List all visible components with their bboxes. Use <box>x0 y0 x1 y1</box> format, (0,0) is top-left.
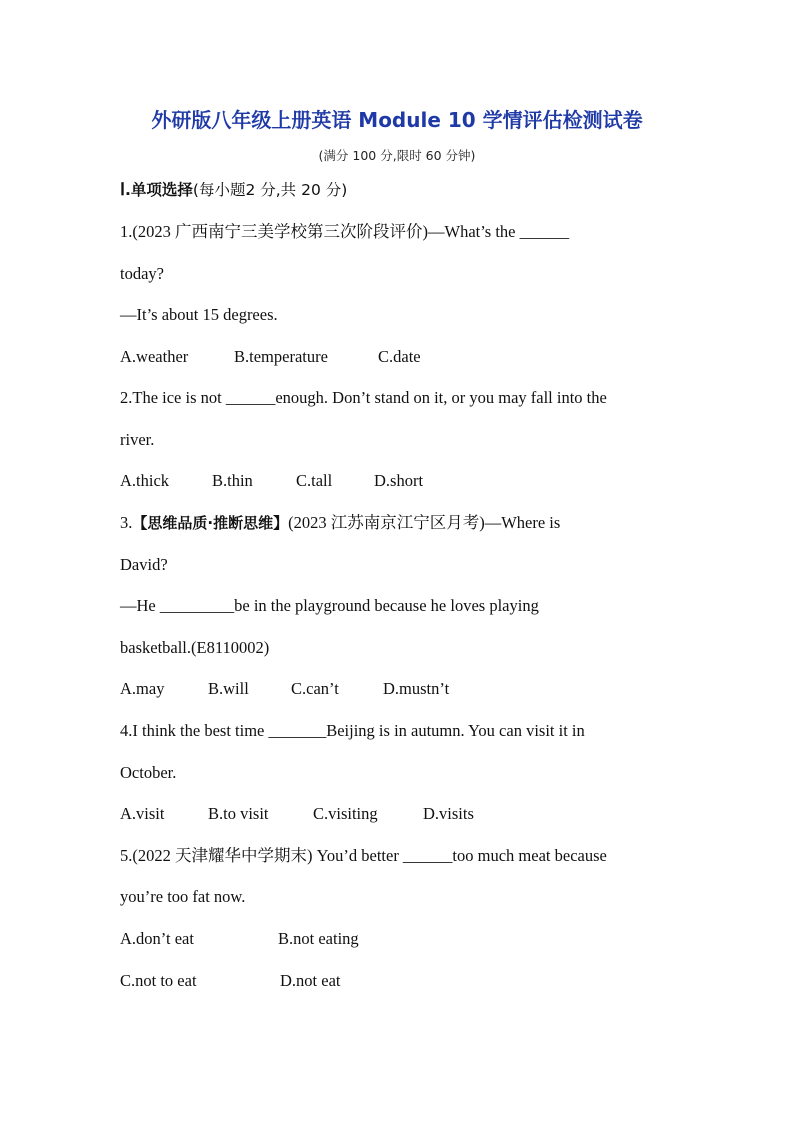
question-2-options <box>120 470 674 492</box>
question-4-line-2: October. <box>120 763 177 782</box>
question-4-line-1: 4.I think the best time _______Beijing is in autumn. You can visit it in <box>120 721 585 740</box>
question-4-options <box>120 803 674 825</box>
option-a[interactable]: A.thick <box>120 471 170 490</box>
question-5-options-row-2 <box>120 970 674 992</box>
section-title: .单项选择 <box>125 181 193 199</box>
option-a[interactable]: A.visit <box>120 804 165 823</box>
question-2-line-2: river. <box>120 430 155 449</box>
question-1-line-2: today? <box>120 264 164 283</box>
option-d[interactable]: D.visits <box>423 804 474 823</box>
question-3-line-4: basketball.(E8110002) <box>120 638 270 657</box>
question-1-line-3: —It’s about 15 degrees. <box>120 305 278 324</box>
question-5-options-row-1 <box>120 928 674 950</box>
question-3-line-1 <box>120 512 674 534</box>
option-b[interactable]: B.temperature <box>234 347 328 366</box>
option-c[interactable]: C.not to eat <box>120 971 197 990</box>
option-d[interactable]: D.mustn’t <box>383 679 450 698</box>
option-b[interactable]: B.thin <box>212 471 253 490</box>
section-numeral: Ⅰ <box>120 180 126 199</box>
option-d[interactable]: D.not eat <box>280 971 341 990</box>
page-subtitle: (满分 100 分,限时 60 分钟) <box>318 148 476 163</box>
option-d[interactable]: D.short <box>374 471 424 490</box>
option-c[interactable]: C.visiting <box>313 804 378 823</box>
page-title: 外研版八年级上册英语 Module 10 学情评估检测试卷 <box>151 108 643 132</box>
option-c[interactable]: C.tall <box>296 471 333 490</box>
question-3-tag: 【思维品质·推断思维】 <box>132 514 289 532</box>
question-3-source: (2023 江苏南京江宁区月考)—Where is <box>288 513 561 532</box>
option-b[interactable]: B.will <box>208 679 249 698</box>
option-a[interactable]: A.weather <box>120 347 189 366</box>
question-5-line-1: 5.(2022 天津耀华中学期末) You’d better ______too much meat because <box>120 846 607 865</box>
question-3-line-3: —He _________be in the playground because he loves playing <box>120 596 539 615</box>
question-3-line-2: David? <box>120 555 168 574</box>
option-b[interactable]: B.not eating <box>278 929 359 948</box>
section-heading <box>120 178 347 200</box>
question-3-options <box>120 678 674 700</box>
question-1-line-1: 1.(2023 广西南宁三美学校第三次阶段评价)—What’s the ______ <box>120 222 570 241</box>
option-a[interactable]: A.may <box>120 679 165 698</box>
question-5-line-2: you’re too fat now. <box>120 887 246 906</box>
question-1-options <box>120 346 674 368</box>
question-2-line-1: 2.The ice is not ______enough. Don’t stand on it, or you may fall into the <box>120 388 607 407</box>
option-c[interactable]: C.can’t <box>291 679 339 698</box>
option-a[interactable]: A.don’t eat <box>120 929 194 948</box>
option-c[interactable]: C.date <box>378 347 421 366</box>
option-b[interactable]: B.to visit <box>208 804 269 823</box>
section-note: (每小题2 分,共 20 分) <box>192 181 348 199</box>
question-3-number: 3. <box>120 513 133 532</box>
